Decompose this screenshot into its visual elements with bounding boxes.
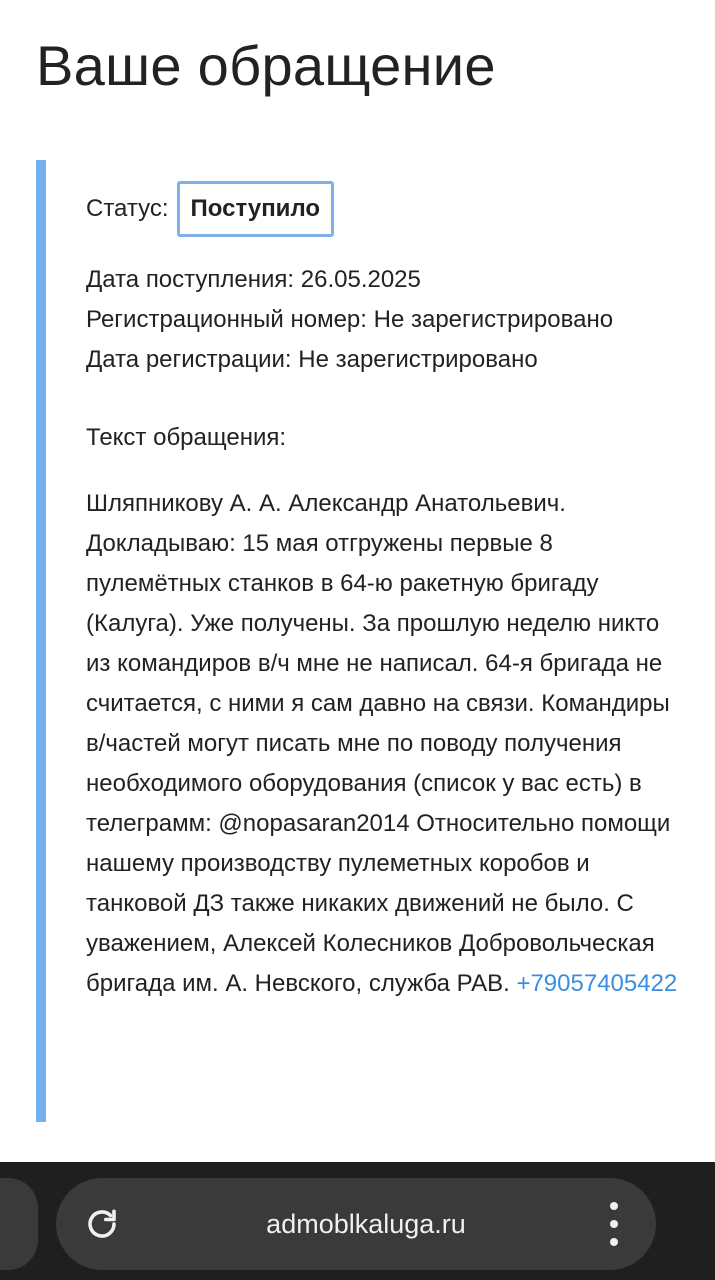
more-vertical-icon[interactable] [602,1202,626,1246]
received-date: Дата поступления: 26.05.2025 [86,266,421,293]
registration-number: Регистрационный номер: Не зарегистрировано [86,306,614,333]
registration-date: Дата регистрации: Не зарегистрировано [86,346,538,373]
status-badge: Поступило [177,181,334,237]
card-body [86,178,681,1004]
appeal-text [86,484,681,1004]
url-text[interactable]: admoblkaluga.ru [266,1209,466,1239]
card-accent-bar [36,160,46,1122]
reload-icon[interactable] [84,1206,120,1242]
appeal-text-body: Шляпникову А. А. Александр Анатольевич. Докладываю: 15 мая отгружены первые 8 пулемётных станков в 64-ю ракетную бригаду (Калуга). Уже получены. За прошлую неделю никто из командиров в/ч мне не написал. 64-я бригада не считается, с ними я сам давно на связи. Командиры в/частей могут писать мне по поводу получения необходимого оборудования (список у вас есть) в телеграмм: @nopasaran2014 Относительно помощи нашему производству пулеметных коробов и танковой ДЗ также никаких движений не было. С уважением, Алексей Колесников Добровольческая бригада им. А. Невского, служба РАВ. [86,490,671,997]
address-bar[interactable] [56,1178,656,1270]
appeal-card [36,160,691,1122]
browser-bottom-bar [0,1162,715,1280]
status-label: Статус: [86,195,169,222]
phone-link[interactable]: +79057405422 [516,970,678,997]
page-title: Ваше обращение [36,34,496,97]
tab-switcher-button[interactable] [0,1178,38,1270]
status-row [86,178,681,240]
appeal-text-label: Текст обращения: [86,424,287,451]
